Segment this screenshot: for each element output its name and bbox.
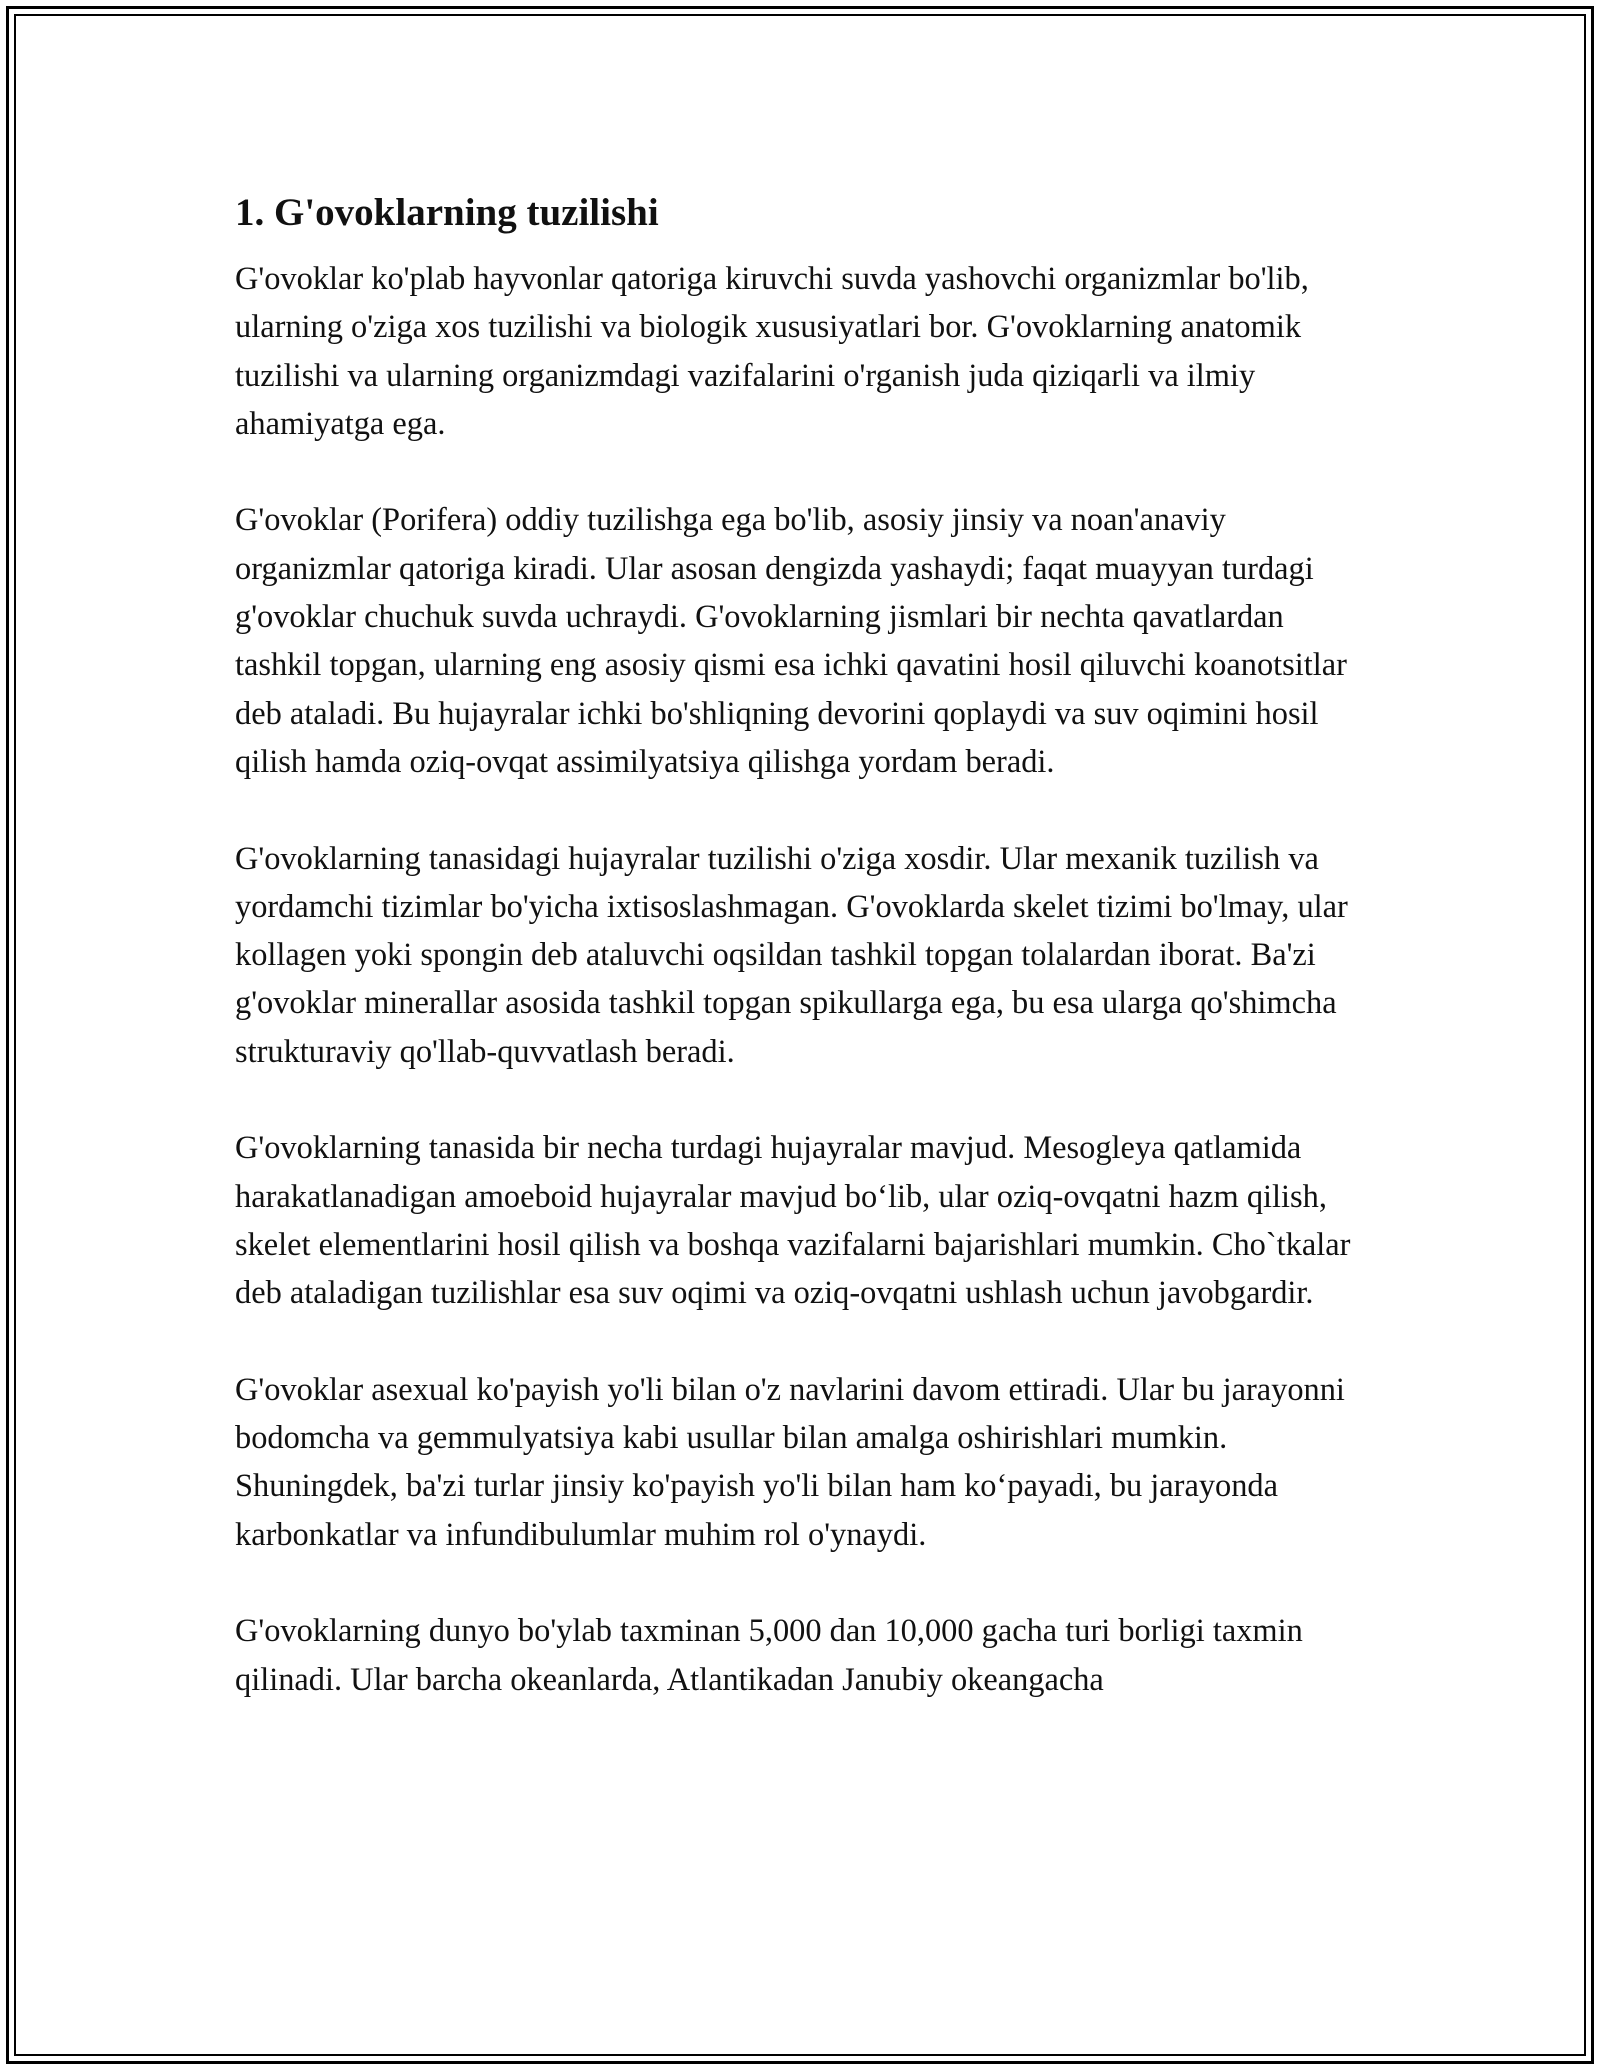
paragraph-distribution: G'ovoklarning dunyo bo'ylab taxminan 5,000 dan 10,000 gacha turi borligi taxmin qilinadi. Ular barcha okeanlarda, Atlantikadan Janubiy okeangacha bbox=[235, 1613, 1303, 1698]
paragraph-cell-types: G'ovoklarning tanasida bir necha turdagi hujayralar mavjud. Mesogleya qatlamida harakatlanadigan amoeboid hujayralar mavjud bo‘lib, ular oziq-ovqatni hazm qilish, skelet elementlarini hosil qilish va boshqa vazifalarni bajarishlari mumkin. Cho`tkalar deb ataladigan tuzilishlar esa suv oqimi va oziq-ovqatni ushlash uchun javobgardir. bbox=[235, 1130, 1351, 1312]
section-heading: 1. G'ovoklarning tuzilishi bbox=[235, 191, 659, 234]
paragraph-reproduction: G'ovoklar asexual ko'payish yo'li bilan o'z navlarini davom ettiradi. Ular bu jarayonni bodomcha va gemmulyatsiya kabi usullar bilan amalga oshirishlari mumkin. Shuningdek, ba'zi turlar jinsiy ko'payish yo'li bilan ham ko‘payadi, bu jarayonda karbonkatlar va infundibulumlar muhim rol o'ynaydi. bbox=[235, 1371, 1345, 1553]
paragraph-cell-structure: G'ovoklarning tanasidagi hujayralar tuzilishi o'ziga xosdir. Ular mexanik tuzilish va yordamchi tizimlar bo'yicha ixtisoslashmagan. G'ovoklarda skelet tizimi bo'lmay, ular kollagen yoki spongin deb ataluvchi oqsildan tashkil topgan tolalardan iborat. Ba'zi g'ovoklar minerallar asosida tashkil topgan spikullarga ega, bu esa ularga qo'shimcha strukturaviy qo'llab-quvvatlash beradi. bbox=[235, 840, 1348, 1070]
paragraph-intro: G'ovoklar ko'plab hayvonlar qatoriga kiruvchi suvda yashovchi organizmlar bo'lib, ularning o'ziga xos tuzilishi va biologik xususiyatlari bor. G'ovoklarning anatomik tuzilishi va ularning organizmdagi vazifalarini o'rganish juda qiziqarli va ilmiy ahamiyatga ega. bbox=[235, 261, 1309, 442]
paragraph-porifera: G'ovoklar (Porifera) oddiy tuzilishga ega bo'lib, asosiy jinsiy va noan'anaviy organizmlar qatoriga kiradi. Ular asosan dengizda yashaydi; faqat muayyan turdagi g'ovoklar chuchuk suvda uchraydi. G'ovoklarning jismlari bir nechta qavatlardan tashkil topgan, ularning eng asosiy qismi esa ichki qavatini hosil qiluvchi koanotsitlar deb ataladi. Bu hujayralar ichki bo'shliqning devorini qoplaydi va suv oqimini hosil qilish hamda oziq-ovqat assimilyatsiya qilishga yordam beradi. bbox=[235, 502, 1347, 780]
document-body bbox=[235, 186, 1375, 1752]
